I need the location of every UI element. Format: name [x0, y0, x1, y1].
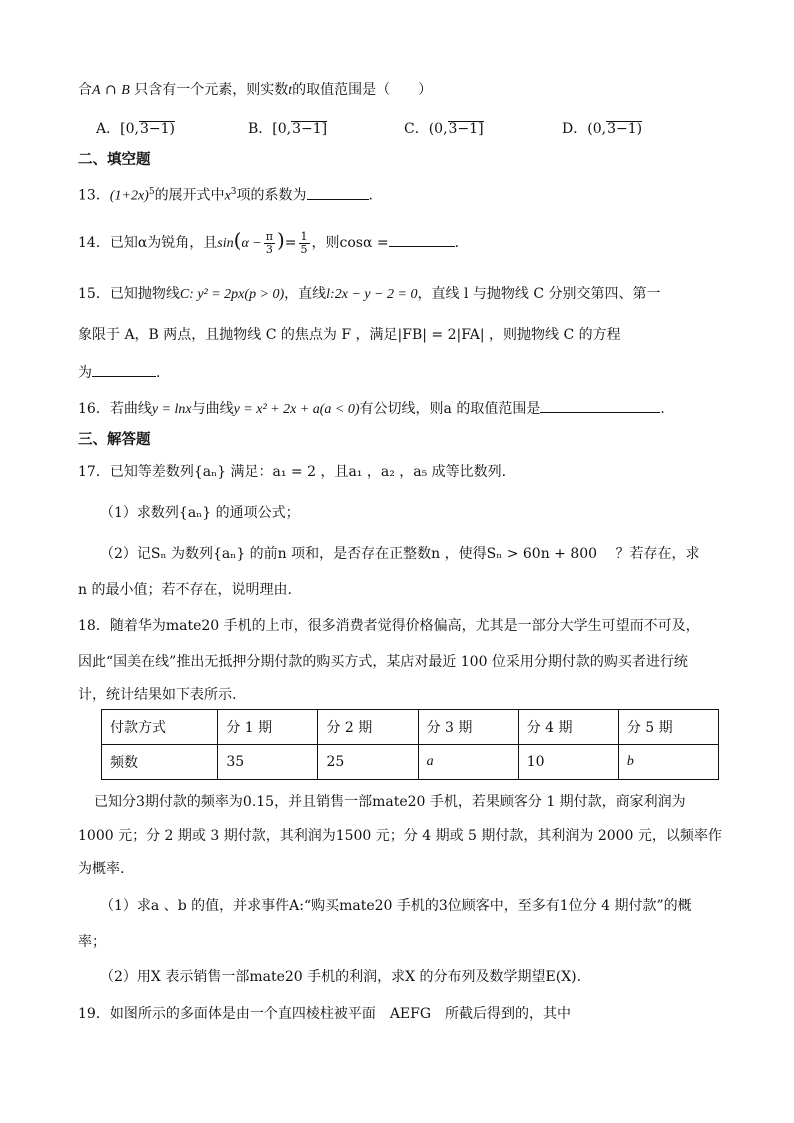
q17-part1: （1）求数列{aₙ} 的通项公式； [100, 505, 300, 521]
q17-part2: （2）记Sₙ 为数列{aₙ} 的前n 项和，是否存在正整数n ，使得Sₙ > 60n + 800 ？若存在，求 [100, 546, 700, 562]
table-cell: 频数 [102, 745, 218, 780]
q15-answer-blank[interactable] [92, 362, 156, 377]
q12-stem: 合A ∩ B 只含有一个元素，则实数t的取值范围是（ ） [78, 82, 433, 98]
q14-pi-over-3: $\frac{\pi}{3}$ [265, 229, 273, 256]
table-cell: 付款方式 [102, 710, 218, 745]
table-cell: 25 [318, 745, 418, 780]
q12-option-b: B．[0,3−1] [248, 121, 328, 137]
q15-line1: 15．已知抛物线C: y² = 2px(p > 0)，直线l:2x − y − 2 = 0，直线 l 与抛物线 C 分别交第四、第一 [78, 286, 661, 302]
q12-option-a: A．[0,3−1) [96, 121, 175, 137]
q14-answer-blank[interactable] [389, 232, 455, 247]
q18-line4: 已知分3期付款的频率为0.15，并且销售一部mate20 手机，若果顾客分 1 期付款，商家利润为 [94, 794, 686, 810]
q17-stem: 17．已知等差数列{aₙ} 满足：a₁ = 2 ，且a₁ ，a₂ ，a₅ 成等比数列. [78, 464, 507, 480]
q18-part2: （2）用X 表示销售一部mate20 手机的利润，求X 的分布列及数学期望E(X). [100, 969, 582, 985]
section-solution-heading: 三、解答题 [78, 432, 151, 448]
table-cell: 分 3 期 [418, 710, 518, 745]
table-cell: b [618, 745, 718, 780]
q15-line2: 象限于 A，B 两点，且抛物线 C 的焦点为 F ，满足|FB| = 2|FA| ，则抛物线 C 的方程 [78, 327, 621, 343]
q14-one-fifth: $\frac{1}{5}$ [300, 229, 308, 256]
table-cell: 分 5 期 [618, 710, 718, 745]
table-header-row [102, 710, 719, 745]
q16-answer-blank[interactable] [540, 398, 660, 413]
q19-stem: 19．如图所示的多面体是由一个直四棱柱被平面 AEFG 所截后得到的，其中 [78, 1006, 572, 1022]
q18-part1: （1）求a 、b 的值，并求事件A:“购买mate20 手机的3位顾客中，至多有1位分 4 期付款”的概 [100, 898, 692, 914]
q12-stem-tail2: 的取值范围是（ ） [292, 82, 433, 98]
q15-line3: 为 . [78, 362, 160, 383]
q12-stem-tail: 只含有一个元素，则实数 [134, 82, 289, 98]
q18-line2: 因此“国美在线”推出无抵押分期付款的购买方式，某店对最近 100 位采用分期付款的购买者进行统 [78, 654, 688, 670]
table-cell: 35 [218, 745, 318, 780]
table-cell: a [418, 745, 518, 780]
q18-line5: 1000 元；分 2 期或 3 期付款，其利润为1500 元；分 4 期或 5 期付款，其利润为 2000 元，以频率作 [78, 828, 722, 844]
q18-line1: 18．随着华为mate20 手机的上市，很多消费者觉得价格偏高，尤其是一部分大学生可望而不可及， [78, 618, 700, 634]
table-cell: 分 1 期 [218, 710, 318, 745]
q12-option-d: D．(0,3−1) [562, 121, 643, 137]
q18-part1-cont: 率； [78, 934, 106, 950]
section-fill-in-heading: 二、填空题 [78, 152, 151, 168]
payment-frequency-table [101, 709, 719, 780]
q13-answer-blank[interactable] [307, 185, 369, 200]
table-cell: 10 [518, 745, 618, 780]
q18-line3: 计，统计结果如下表所示. [78, 687, 237, 703]
q17-part2-cont: n 的最小值；若不存在，说明理由. [78, 582, 292, 598]
q18-line6: 为概率. [78, 861, 125, 877]
q12-option-c: C．(0,3−1] [404, 121, 484, 137]
q16: 16．若曲线y = lnx与曲线y = x² + 2x + a(a < 0)有公切线，则a 的取值范围是 . [78, 398, 665, 420]
table-cell: 分 4 期 [518, 710, 618, 745]
table-row [102, 745, 719, 780]
q13: 13．$(1+2x)^5$的展开式中$x^3$项的系数为 . [78, 182, 373, 207]
q14: 14．已知α为锐角，且sin(α − $\frac{\pi}{3}$ )= $\frac{1}{5}$ ，则cosα = . [78, 228, 460, 256]
table-cell: 分 2 期 [318, 710, 418, 745]
